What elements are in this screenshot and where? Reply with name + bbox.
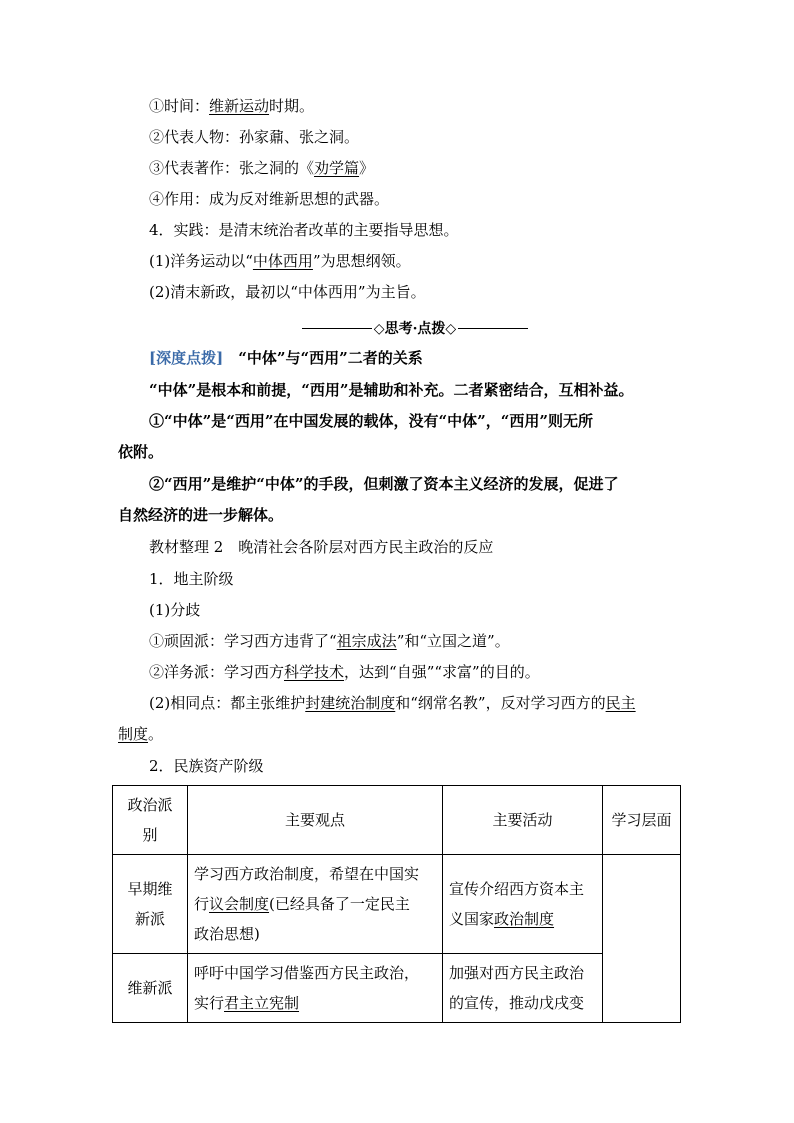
section-divider <box>300 318 530 338</box>
text: 新派 <box>134 910 165 928</box>
text: ，达到“自强”“求富”的目的。 <box>344 663 540 681</box>
underlined-answer: 中体西用 <box>252 252 313 270</box>
header-activities: 主要活动 <box>443 786 603 855</box>
text-line-time <box>149 96 314 116</box>
text: ①时间： <box>149 97 210 115</box>
underlined-answer: 科学技术 <box>284 663 345 681</box>
text: 实行 <box>194 994 225 1012</box>
text: ③代表著作：张之洞的《 <box>149 159 315 177</box>
text-line-yangwu <box>149 251 411 271</box>
header-views: 主要观点 <box>188 786 443 855</box>
text: 。 <box>148 725 164 743</box>
section2-heading: 教材整理 2 晚清社会各阶层对西方民主政治的反应 <box>149 538 494 556</box>
text: 义国家 <box>449 910 495 928</box>
underlined-answer: 劝学篇 <box>314 159 360 177</box>
text: 加强对西方民主政治 <box>449 964 585 982</box>
depth-prefix-label: [深度点拨] <box>149 349 224 367</box>
text-line-representatives: ②代表人物：孙家鼐、张之洞。 <box>149 128 360 146</box>
text: ”和“立国之道”。 <box>396 632 510 650</box>
text: 早期维 <box>127 880 173 898</box>
text: (已经具备了一定民主 <box>269 895 410 913</box>
row-early-reformers-name <box>113 855 188 954</box>
text: 宣传介绍西方资本主 <box>449 880 585 898</box>
table-row <box>113 855 681 954</box>
text: (2)相同点：都主张维护 <box>149 694 306 712</box>
underlined-answer: 维新运动 <box>209 97 270 115</box>
depth-paragraph-3a: ②“西用”是维护“中体”的手段，但刺激了资本主义经济的发展，促进了 <box>149 475 619 493</box>
text-line-effect: ④作用：成为反对维新思想的武器。 <box>149 190 390 208</box>
row-early-reformers-activities <box>443 855 603 954</box>
text: 呼吁中国学习借鉴西方民主政治， <box>194 964 420 982</box>
text: 》 <box>359 159 375 177</box>
text: 别 <box>142 826 158 844</box>
text: 政治思想) <box>194 925 260 943</box>
bourgeoisie-table <box>112 785 681 1023</box>
underlined-answer: 封建统治制度 <box>305 694 396 712</box>
depth-paragraph-2b: 依附。 <box>118 443 164 461</box>
depth-paragraph-3b: 自然经济的进一步解体。 <box>118 506 284 524</box>
text-line-xinzheng: (2)清末新政，最初以“中体西用”为主旨。 <box>149 283 426 301</box>
depth-paragraph-2a: ①“中体”是“西用”在中国发展的载体，没有“中体”，“西用”则无所 <box>149 412 594 430</box>
depth-heading <box>149 348 423 368</box>
text-line-common-ground-cont <box>118 724 163 744</box>
underlined-answer: 民主 <box>605 694 636 712</box>
text: ”为思想纲领。 <box>312 252 411 270</box>
text: 学习西方政治制度，希望在中国实 <box>194 865 420 883</box>
level-cell <box>603 855 681 1023</box>
text: 行 <box>194 895 210 913</box>
underlined-answer: 议会制度 <box>209 895 270 913</box>
text: ②洋务派：学习西方 <box>149 663 285 681</box>
text-line-common-ground <box>149 693 636 713</box>
underlined-answer: 制度 <box>118 725 149 743</box>
row-reformers-name: 维新派 <box>113 954 188 1023</box>
text-line-divergence: (1)分歧 <box>149 601 201 619</box>
divider-rule-left <box>302 328 372 329</box>
text-line-practice: 4．实践：是清末统治者改革的主要指导思想。 <box>149 221 459 239</box>
divider-label: ◇思考·点拨◇ <box>373 321 457 337</box>
underlined-answer: 祖宗成法 <box>336 632 397 650</box>
row-reformers-activities <box>443 954 603 1023</box>
table-header-row <box>113 786 681 855</box>
text-line-conservatives <box>149 631 510 651</box>
text: 的宣传，推动戊戌变 <box>449 994 585 1012</box>
depth-paragraph-1: “中体”是根本和前提，“西用”是辅助和补充。二者紧密结合，互相补益。 <box>149 381 634 399</box>
underlined-answer: 政治制度 <box>494 910 555 928</box>
text: ①顽固派：学习西方违背了“ <box>149 632 337 650</box>
text: (1)洋务运动以“ <box>149 252 253 270</box>
text: 政治派 <box>127 796 173 814</box>
depth-title: “中体”与“西用”二者的关系 <box>238 349 423 367</box>
text: 和“纲常名教”，反对学习西方的 <box>395 694 606 712</box>
underlined-answer: 君主立宪制 <box>224 994 300 1012</box>
divider-rule-right <box>458 328 528 329</box>
row-early-reformers-views <box>188 855 443 954</box>
text-line-works <box>149 158 374 178</box>
header-faction <box>113 786 188 855</box>
section2-subheading-1: 1．地主阶级 <box>149 570 234 588</box>
text-line-westernizers <box>149 662 540 682</box>
header-level: 学习层面 <box>603 786 681 855</box>
section2-subheading-2: 2．民族资产阶级 <box>149 757 264 775</box>
table-row <box>113 954 681 1023</box>
row-reformers-views <box>188 954 443 1023</box>
text: 时期。 <box>269 97 315 115</box>
